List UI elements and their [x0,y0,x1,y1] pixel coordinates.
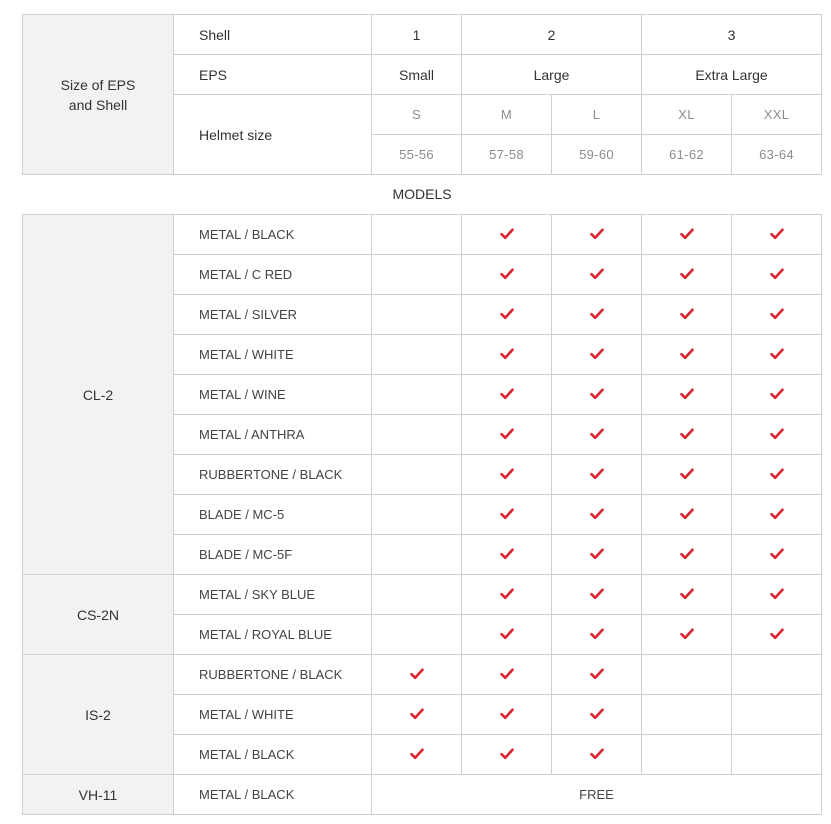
checkmark-icon [410,708,424,720]
checkmark-icon [770,428,784,440]
model-color: RUBBERTONE / BLACK [174,655,372,695]
availability-cell [642,375,732,415]
availability-cell [552,575,642,615]
model-name: CS-2N [23,575,174,655]
availability-cell [732,655,822,695]
availability-cell [372,375,462,415]
checkmark-icon [770,588,784,600]
availability-cell [372,615,462,655]
checkmark-icon [590,668,604,680]
checkmark-icon [770,628,784,640]
availability-cell [552,375,642,415]
availability-cell [552,215,642,255]
availability-cell [552,695,642,735]
checkmark-icon [770,468,784,480]
checkmark-icon [770,348,784,360]
checkmark-icon [500,428,514,440]
availability-cell [372,695,462,735]
checkmark-icon [590,428,604,440]
availability-cell [642,335,732,375]
checkmark-icon [680,348,694,360]
size-table [22,14,822,175]
availability-cell [642,415,732,455]
availability-cell [552,615,642,655]
availability-cell [552,295,642,335]
model-row [23,215,822,255]
checkmark-icon [590,548,604,560]
availability-cell [462,575,552,615]
checkmark-icon [500,588,514,600]
availability-cell [372,575,462,615]
checkmark-icon [590,708,604,720]
availability-cell [462,455,552,495]
availability-cell [552,655,642,695]
availability-cell [732,295,822,335]
model-color: METAL / BLACK [174,735,372,775]
model-color: RUBBERTONE / BLACK [174,455,372,495]
eps-large: Large [462,55,642,95]
eps-shell-group-label [23,15,174,175]
models-caption: MODELS [392,186,452,202]
model-row [23,655,822,695]
availability-cell [642,215,732,255]
model-color: METAL / BLACK [174,215,372,255]
checkmark-icon [680,628,694,640]
shell-3: 3 [642,15,822,55]
checkmark-icon [770,388,784,400]
availability-cell [462,375,552,415]
availability-cell [732,735,822,775]
checkmark-icon [500,228,514,240]
availability-cell [732,375,822,415]
model-color: METAL / SILVER [174,295,372,335]
availability-cell [462,255,552,295]
model-row [23,775,822,815]
availability-cell [462,295,552,335]
availability-cell [642,655,732,695]
availability-cell [372,335,462,375]
model-name: VH-11 [23,775,174,815]
checkmark-icon [770,268,784,280]
checkmark-icon [680,268,694,280]
availability-cell [642,295,732,335]
availability-cell [732,695,822,735]
checkmark-icon [410,748,424,760]
checkmark-icon [770,548,784,560]
availability-cell [462,615,552,655]
availability-cell [732,495,822,535]
availability-cell [552,335,642,375]
size-xxl: XXL [732,95,822,135]
model-color: METAL / ROYAL BLUE [174,615,372,655]
free-size-cell: FREE [372,775,822,815]
availability-cell [732,535,822,575]
eps-label: EPS [174,55,372,95]
availability-cell [552,495,642,535]
range-s: 55-56 [372,135,462,175]
availability-cell [462,735,552,775]
availability-cell [642,695,732,735]
availability-cell [732,615,822,655]
eps-small: Small [372,55,462,95]
range-m: 57-58 [462,135,552,175]
availability-cell [372,215,462,255]
availability-cell [372,535,462,575]
range-xxl: 63-64 [732,135,822,175]
checkmark-icon [500,748,514,760]
models-table [22,214,822,815]
availability-cell [642,615,732,655]
availability-cell [372,735,462,775]
availability-cell [552,255,642,295]
checkmark-icon [590,588,604,600]
model-name: CL-2 [23,215,174,575]
availability-cell [642,575,732,615]
availability-cell [372,455,462,495]
availability-cell [462,415,552,455]
availability-cell [732,455,822,495]
availability-cell [642,535,732,575]
checkmark-icon [590,468,604,480]
availability-cell [642,495,732,535]
checkmark-icon [410,668,424,680]
availability-cell [372,415,462,455]
checkmark-icon [500,388,514,400]
model-color: BLADE / MC-5F [174,535,372,575]
checkmark-icon [680,308,694,320]
checkmark-icon [500,508,514,520]
model-color: METAL / WINE [174,375,372,415]
helmet-size-label: Helmet size [174,95,372,175]
checkmark-icon [500,668,514,680]
checkmark-icon [500,268,514,280]
checkmark-icon [590,748,604,760]
model-color: BLADE / MC-5 [174,495,372,535]
shell-1: 1 [372,15,462,55]
model-row [23,575,822,615]
checkmark-icon [680,428,694,440]
availability-cell [462,695,552,735]
checkmark-icon [770,508,784,520]
availability-cell [552,415,642,455]
shell-label: Shell [174,15,372,55]
checkmark-icon [500,468,514,480]
availability-cell [552,455,642,495]
checkmark-icon [680,548,694,560]
checkmark-icon [590,388,604,400]
model-color: METAL / SKY BLUE [174,575,372,615]
range-xl: 61-62 [642,135,732,175]
checkmark-icon [590,508,604,520]
size-s: S [372,95,462,135]
availability-cell [642,255,732,295]
availability-cell [642,735,732,775]
model-color: METAL / BLACK [174,775,372,815]
availability-cell [372,295,462,335]
availability-cell [732,255,822,295]
availability-cell [552,735,642,775]
availability-cell [462,535,552,575]
checkmark-icon [680,388,694,400]
model-color: METAL / WHITE [174,335,372,375]
shell-2: 2 [462,15,642,55]
range-l: 59-60 [552,135,642,175]
checkmark-icon [500,308,514,320]
checkmark-icon [590,308,604,320]
checkmark-icon [770,308,784,320]
checkmark-icon [680,468,694,480]
checkmark-icon [500,548,514,560]
checkmark-icon [500,348,514,360]
size-xl: XL [642,95,732,135]
availability-cell [372,495,462,535]
size-m: M [462,95,552,135]
size-l: L [552,95,642,135]
availability-cell [552,535,642,575]
checkmark-icon [590,348,604,360]
model-color: METAL / WHITE [174,695,372,735]
eps-extra-large: Extra Large [642,55,822,95]
checkmark-icon [680,508,694,520]
checkmark-icon [590,628,604,640]
availability-cell [642,455,732,495]
availability-cell [732,415,822,455]
model-color: METAL / ANTHRA [174,415,372,455]
checkmark-icon [680,228,694,240]
model-name: IS-2 [23,655,174,775]
checkmark-icon [590,268,604,280]
availability-cell [732,335,822,375]
availability-cell [462,215,552,255]
model-color: METAL / C RED [174,255,372,295]
checkmark-icon [770,228,784,240]
group-label-text: Size of EPS and Shell [60,76,136,113]
checkmark-icon [680,588,694,600]
availability-cell [372,255,462,295]
availability-cell [462,495,552,535]
availability-cell [732,575,822,615]
availability-cell [462,655,552,695]
availability-cell [372,655,462,695]
checkmark-icon [500,628,514,640]
availability-cell [462,335,552,375]
checkmark-icon [500,708,514,720]
availability-cell [732,215,822,255]
checkmark-icon [590,228,604,240]
